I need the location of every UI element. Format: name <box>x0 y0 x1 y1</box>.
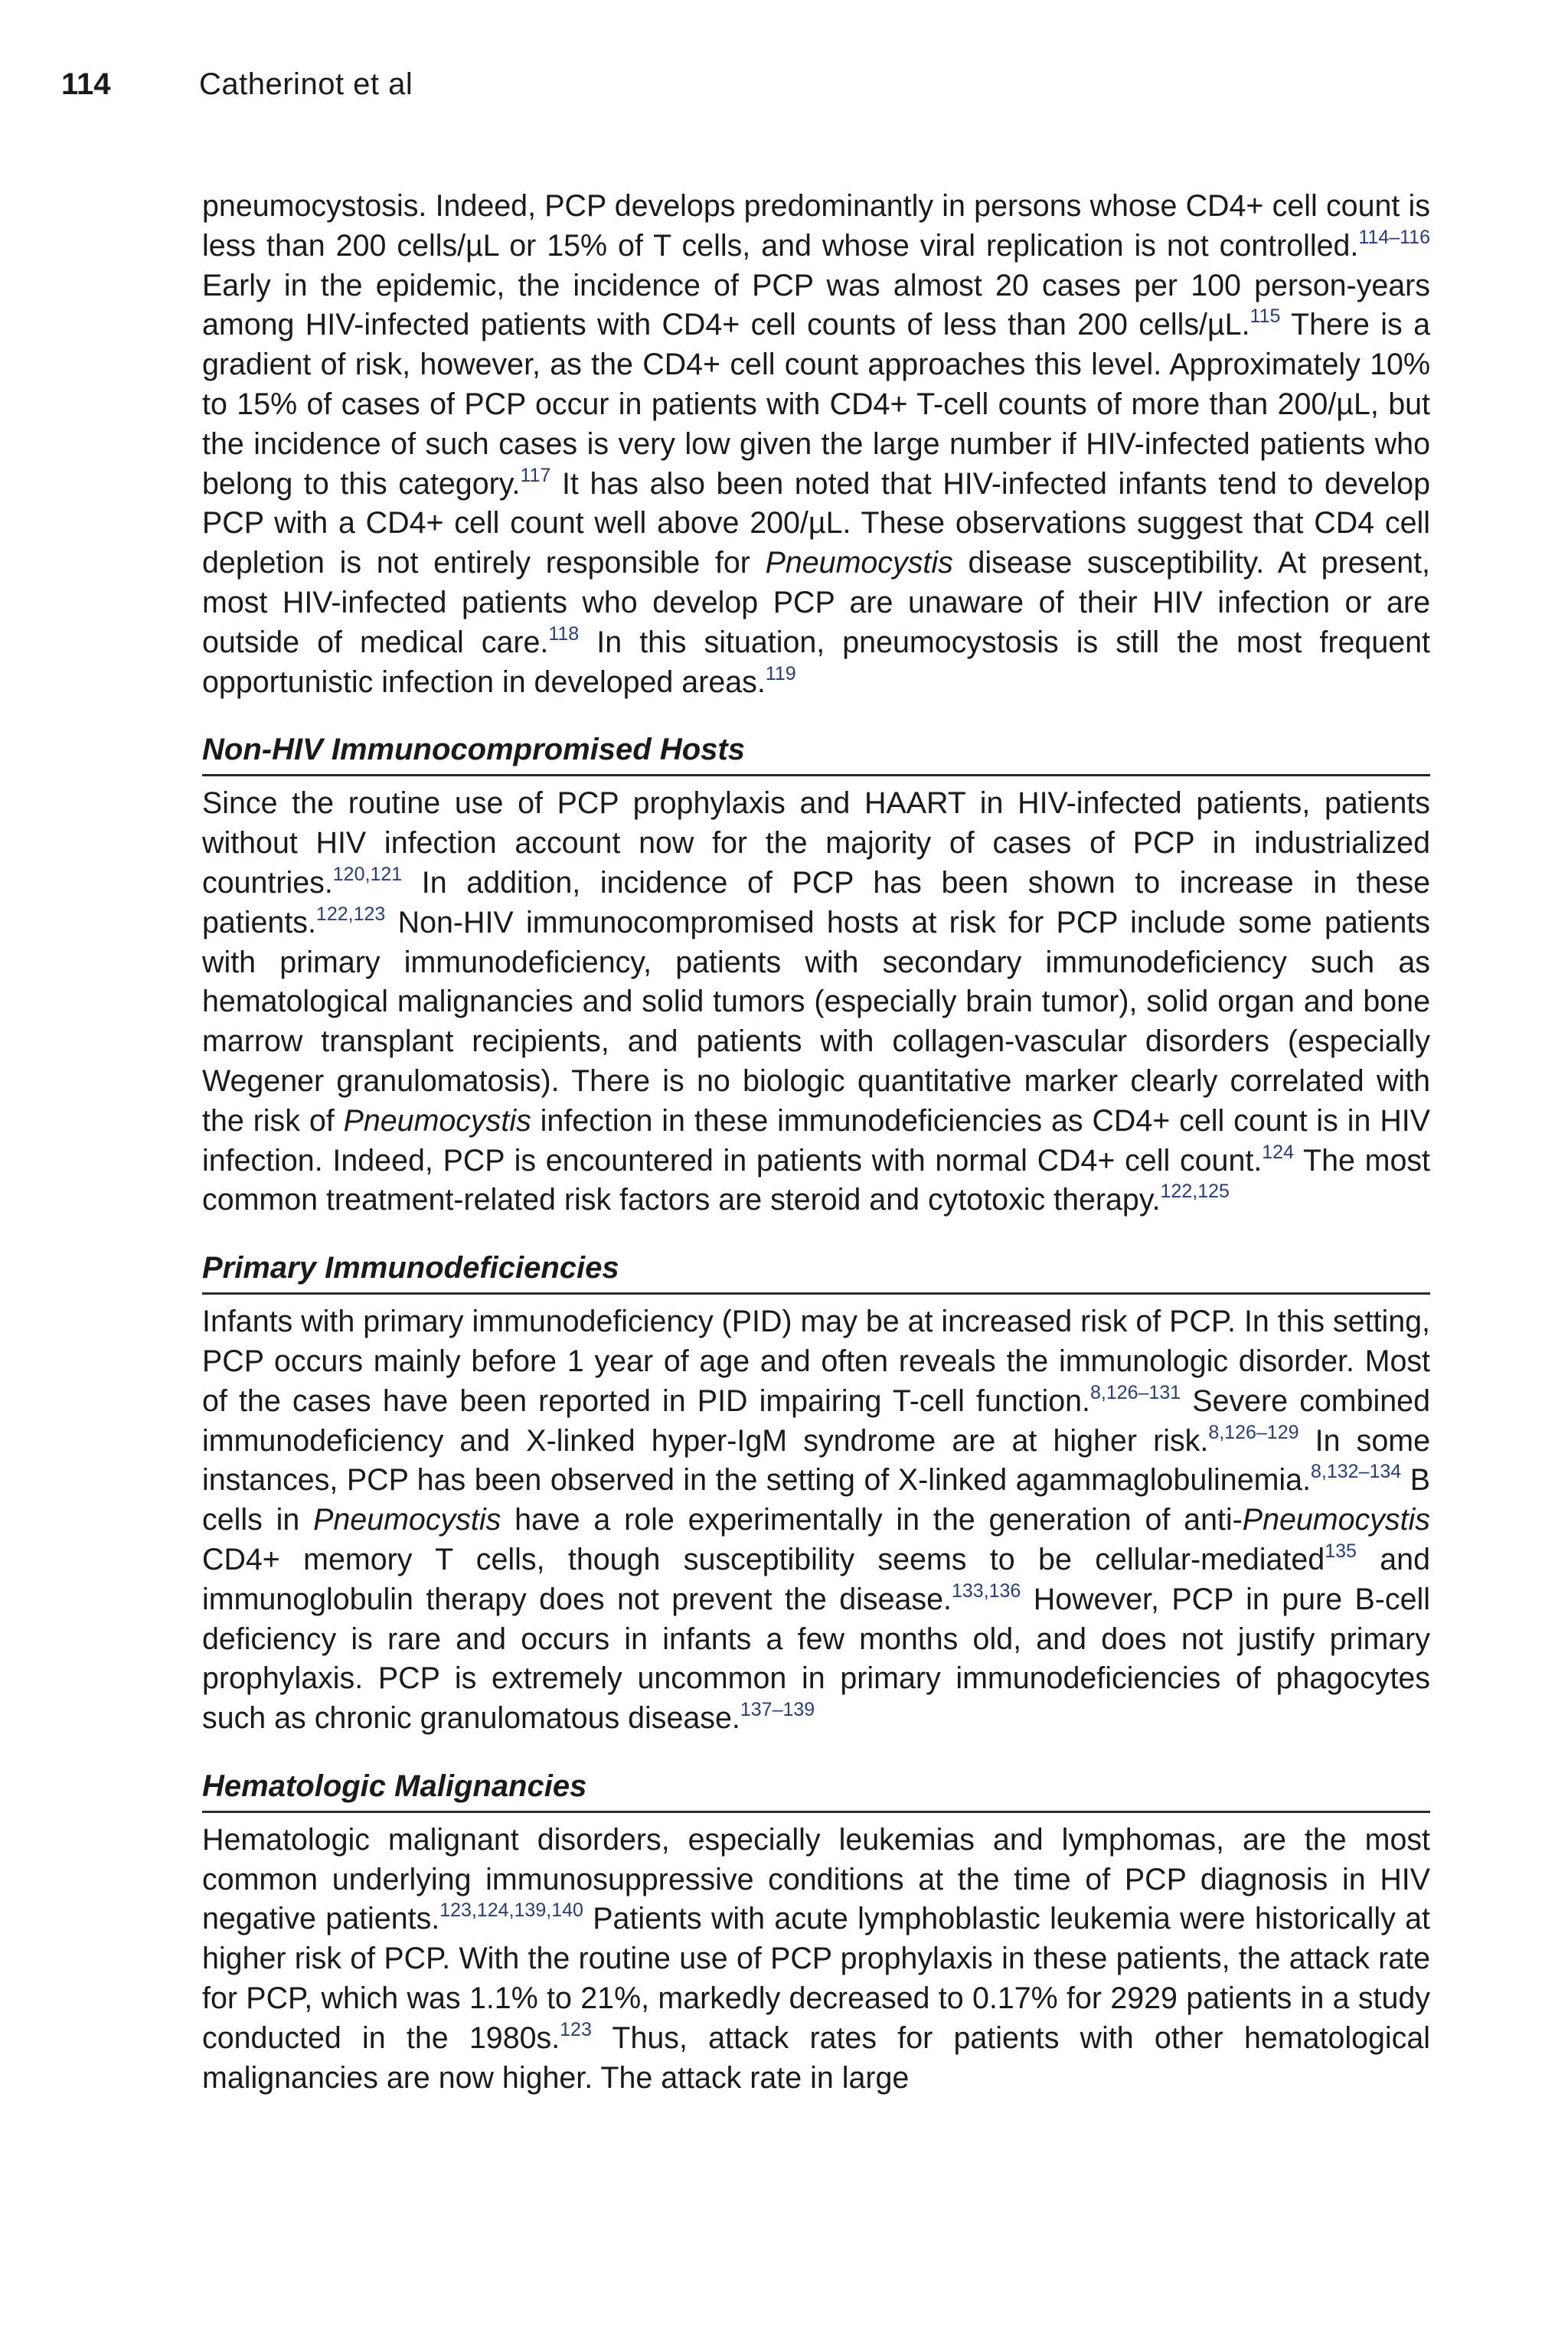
text-run: B cells in <box>202 1463 1430 1537</box>
text-run: Severe combined immunodeficiency and X-linked hyper-IgM syndrome are at higher risk. <box>202 1383 1430 1458</box>
text-run: and immunoglobulin therapy does not prevent the disease. <box>202 1542 1430 1616</box>
text-run: Infants with primary immunodeficiency (PID) may be at increased risk of PCP. In this setting, PCP occurs mainly before 1 year of age and often reveals the immunologic disorder. Most of the cases have been reported in PID impairing T-cell function. <box>202 1305 1430 1418</box>
text-run: However, PCP in pure B-cell deficiency is rare and occurs in infants a few months old, and does not justify primary prophylaxis. PCP is extremely uncommon in primary immunodeficiencies of phagocytes such as chronic granulomatous disease. <box>202 1582 1430 1736</box>
citation-link[interactable]: 137–139 <box>740 1699 815 1721</box>
citation-link[interactable]: 133,136 <box>951 1579 1021 1602</box>
citation-link[interactable]: 8,126–129 <box>1208 1421 1299 1443</box>
citation-link[interactable]: 122,125 <box>1160 1181 1230 1203</box>
citation-link[interactable]: 122,123 <box>315 903 386 925</box>
text-run: Hematologic malignant disorders, especially leukemias and lymphomas, are the most common underlying immunosuppressive conditions at the time of PCP diagnosis in HIV negative patients. <box>202 1822 1430 1936</box>
running-head-authors: Catherinot et al <box>199 67 413 101</box>
italic-term: Pneumocystis <box>1242 1503 1430 1537</box>
text-run: Patients with acute lymphoblastic leukemia were historically at higher risk of PCP. With the routine use of PCP prophylaxis in these patients, the attack rate for PCP, which was 1.1% to 21%, markedly decreased to 0.17% for 2929 patients in a study conducted in the 1980s. <box>202 1902 1431 2055</box>
citation-link[interactable]: 123 <box>560 2018 592 2040</box>
section-heading-primary-immunodeficiencies: Primary Immunodeficiencies <box>202 1248 1430 1295</box>
paragraph-primary-immunodeficiencies <box>202 1302 1430 1739</box>
citation-link[interactable]: 124 <box>1262 1141 1294 1163</box>
italic-term: Pneumocystis <box>313 1503 501 1537</box>
text-run: In some instances, PCP has been observed in the setting of X-linked agammaglobulinemia. <box>202 1423 1431 1498</box>
citation-link[interactable]: 135 <box>1325 1540 1357 1562</box>
citation-link[interactable]: 119 <box>765 662 796 684</box>
citation-link[interactable]: 118 <box>548 622 580 645</box>
text-run: have a role experimentally in the generation of anti- <box>501 1503 1243 1537</box>
section-heading-hematologic-malignancies: Hematologic Malignancies <box>202 1766 1430 1813</box>
page-number: 114 <box>61 67 111 101</box>
citation-link[interactable]: 114–116 <box>1358 226 1430 248</box>
text-run: Non-HIV immunocompromised hosts at risk for PCP include some patients with primary immunodeficiency, patients with secondary immunodeficiency such as hematological malignancies and solid tumors (especially brain tumor), solid organ and bone marrow transplant recipients, and patients with collagen-vascular disorders (especially Wegener granulomatosis). There is no biologic quantitative marker clearly correlated with the risk of <box>202 905 1430 1138</box>
text-run: CD4+ memory T cells, though susceptibility seems to be cellular-mediated <box>202 1542 1325 1576</box>
paragraph-hiv-risk <box>202 187 1430 702</box>
paragraph-hematologic-malignancies <box>202 1821 1430 2099</box>
text-run: In addition, incidence of PCP has been shown to increase in these patients. <box>202 865 1430 939</box>
text-run: Thus, attack rates for patients with other hematological malignancies are now higher. The attack rate in large <box>202 2020 1430 2095</box>
text-run: The most common treatment-related risk factors are steroid and cytotoxic therapy. <box>202 1143 1430 1217</box>
text-run: There is a gradient of risk, however, as the CD4+ cell count approaches this level. Approximately 10% to 15% of cases of PCP occur in patients with CD4+ T-cell counts of more than 200/µL, but the incidence of such cases is very low given the large number if HIV-infected patients who belong to this category. <box>202 308 1431 501</box>
italic-term: Pneumocystis <box>765 546 953 580</box>
citation-link[interactable]: 8,126–131 <box>1089 1381 1181 1403</box>
citation-link[interactable]: 8,132–134 <box>1311 1461 1402 1483</box>
section-heading-non-hiv: Non-HIV Immunocompromised Hosts <box>202 730 1430 776</box>
italic-term: Pneumocystis <box>343 1103 531 1138</box>
citation-link[interactable]: 123,124,139,140 <box>439 1900 583 1922</box>
citation-link[interactable]: 115 <box>1250 305 1281 328</box>
text-run: disease susceptibility. At present, most HIV-infected patients who develop PCP are unaware of their HIV infection or are outside of medical care. <box>202 546 1430 659</box>
citation-link[interactable]: 120,121 <box>332 863 403 885</box>
text-run: Since the routine use of PCP prophylaxis and HAART in HIV-infected patients, patients without HIV infection account now for the majority of cases of PCP in industrialized countries. <box>202 786 1430 900</box>
body-text-column <box>202 187 1430 2098</box>
paragraph-non-hiv <box>202 784 1430 1220</box>
text-run: In this situation, pneumocystosis is still the most frequent opportunistic infection in developed areas. <box>202 625 1430 699</box>
text-run: Early in the epidemic, the incidence of PCP was almost 20 cases per 100 person-years among HIV-infected patients with CD4+ cell counts of less than 200 cells/µL. <box>202 268 1430 342</box>
running-head <box>61 64 413 104</box>
citation-link[interactable]: 117 <box>520 464 551 486</box>
text-run: pneumocystosis. Indeed, PCP develops predominantly in persons whose CD4+ cell count is less than 200 cells/µL or 15% of T cells, and whose viral replication is not controlled. <box>202 189 1430 263</box>
text-run: It has also been noted that HIV-infected infants tend to develop PCP with a CD4+ cell count well above 200/µL. These observations suggest that CD4 cell depletion is not entirely responsible for <box>202 466 1430 580</box>
text-run: infection in these immunodeficiencies as CD4+ cell count is in HIV infection. Indeed, PCP is encountered in patients with normal CD4+ cell count. <box>202 1103 1430 1178</box>
